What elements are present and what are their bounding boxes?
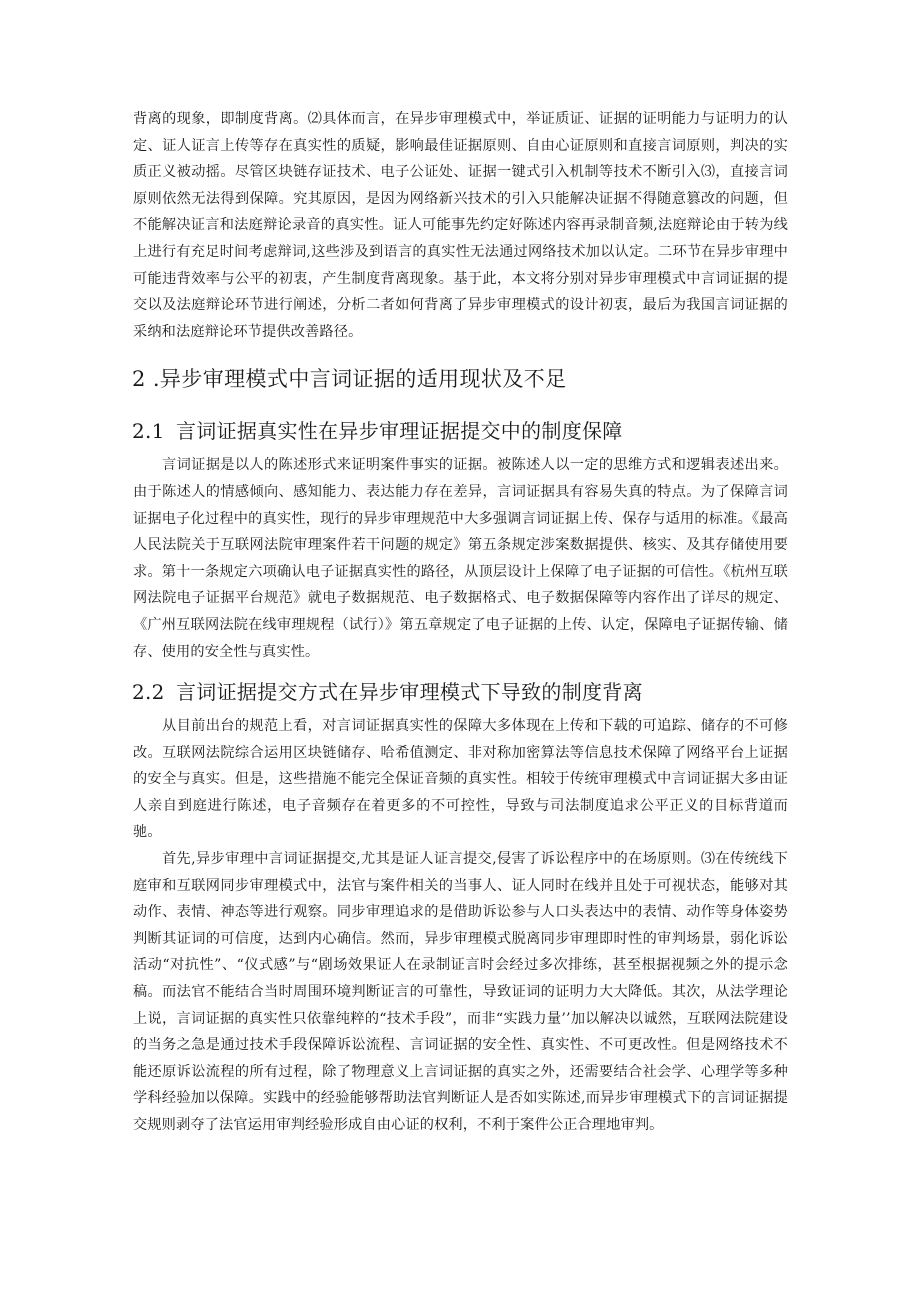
section-2-title: .异步审理模式中言词证据的适用现状及不足 xyxy=(152,367,567,392)
section-2-2-heading xyxy=(132,677,788,707)
intro-paragraph: 背离的现象，即制度背离。⑵具体而言，在异步审理模式中，举证质证、证据的证明能力与证明力的认定、证人证言上传等存在真实性的质疑，影响最佳证据原则、自由心证原则和直接言词原则，判决的实质正义被动摇。尽管区块链存证技术、电子公证处、证据一键式引入机制等技术不断引入⑶，直接言词原则依然无法得到保障。究其原因，是因为网络新兴技术的引入只能解决证据不得随意篡改的问题，但不能解决证言和法庭辩论录音的真实性。证人可能事先约定好陈述内容再录制音频,法庭辩论由于转为线上进行有充足时间考虑辩词,这些涉及到语言的真实性无法通过网络技术加以认定。二环节在异步审理中可能违背效率与公平的初衷，产生制度背离现象。基于此，本文将分别对异步审理模式中言词证据的提交以及法庭辩论环节进行阐述，分析二者如何背离了异步审理模式的设计初衷，最后为我国言词证据的采纳和法庭辩论环节提供改善路径。 xyxy=(133,111,788,340)
section-2-2-number: 2.2 xyxy=(132,680,165,705)
document-page xyxy=(133,106,788,1139)
section-2-1-heading xyxy=(132,416,788,446)
section-2-2-title: 言词证据提交方式在异步审理模式下导致的制度背离 xyxy=(176,680,643,705)
section-2-number: 2 xyxy=(132,367,146,392)
section-2-1-title: 言词证据真实性在异步审理证据提交中的制度保障 xyxy=(176,419,623,444)
section-2-1-paragraph: 言词证据是以人的陈述形式来证明案件事实的证据。被陈述人以一定的思维方式和逻辑表述出来。由于陈述人的情感倾向、感知能力、表达能力存在差异，言词证据具有容易失真的特点。为了保障言词证据电子化过程中的真实性，现行的异步审理规范中大多强调言词证据上传、保存与适用的标准。《最高人民法院关于互联网法院审理案件若干问题的规定》第五条规定涉案数据提供、核实、及其存储使用要求。第十一条规定六项确认电子证据真实性的路径，从顶层设计上保障了电子证据的可信性。《杭州互联网法院电子证据平台规范》就电子数据规范、电子数据格式、电子数据保障等内容作出了详尽的规定、《广州互联网法院在线审理规程（试行）》第五章规定了电子证据的上传、认定，保障电子证据传输、储存、使用的安全性与真实性。 xyxy=(133,457,788,660)
section-2-2-paragraph-2: 首先,异步审理中言词证据提交,尤其是证人证言提交,侵害了诉讼程序中的在场原则。⑶在传统线下庭审和互联网同步审理模式中，法官与案件相关的当事人、证人同时在线并且处于可视状态，能够对其动作、表情、神态等进行观察。同步审理追求的是借助诉讼参与人口头表达中的表情、动作等身体姿势判断其证词的可信度，达到内心确信。然而，异步审理模式脱离同步审理即时性的审判场景，弱化诉讼活动“对抗性”、“仪式感”与“剧场效果证人在录制证言时会经过多次排练，甚至根据视频之外的提示念稿。而法官不能结合当时周围环境判断证言的可靠性，导致证词的证明力大大降低。其次，从法学理论上说，言词证据的真实性只依靠纯粹的“技术手段”，而非“实践力量’’加以解决以诚然，互联网法院建设的当务之急是通过技术手段保障诉讼流程、言词证据的安全性、真实性、不可更改性。但是网络技术不能还原诉讼流程的所有过程，除了物理意义上言词证据的真实之外，还需要结合社会学、心理学等多种学科经验加以保障。实践中的经验能够帮助法官判断证人是否如实陈述,而异步审理模式下的言词证据提交规则剥夺了法官运用审判经验形成自由心证的权利，不利于案件公正合理地审判。 xyxy=(133,851,788,1133)
section-2-heading xyxy=(132,363,788,395)
section-2-2-paragraph-1: 从目前出台的规范上看，对言词证据真实性的保障大多体现在上传和下载的可追踪、储存的不可修改。互联网法院综合运用区块链储存、哈希值测定、非对称加密算法等信息技术保障了网络平台上证据的安全与真实。但是，这些措施不能完全保证音频的真实性。相较于传统审理模式中言词证据大多由证人亲自到庭进行陈述，电子音频存在着更多的不可控性，导致与司法制度追求公平正义的目标背道而驰。 xyxy=(133,718,788,841)
section-2-1-number: 2.1 xyxy=(132,419,165,444)
